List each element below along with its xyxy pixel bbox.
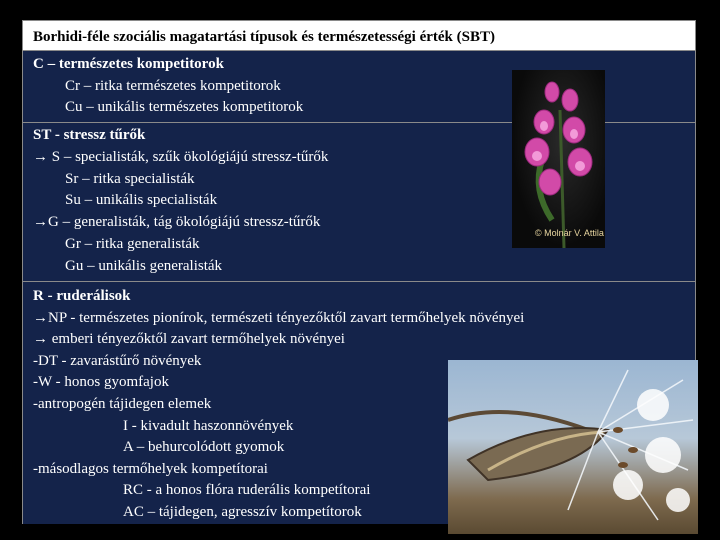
text-line: -DT - zavarástűrő növények bbox=[33, 352, 202, 369]
text-line: Su – unikális specialisták bbox=[65, 192, 218, 209]
milkweed-photo bbox=[448, 360, 698, 534]
text-line: -másodlagos termőhelyek kompetítorai bbox=[33, 460, 268, 477]
text-line: → S – specialisták, szűk ökológiájú stressz-tűrők bbox=[33, 148, 329, 165]
text-line: -antropogén tájidegen elemek bbox=[33, 396, 212, 412]
text-line: →G – generalisták, tág ökológiájú stressz-tűrők bbox=[33, 214, 321, 231]
slide-title: Borhidi-féle szociális magatartási típusok és természetességi érték (SBT) bbox=[33, 29, 495, 45]
text-line: Gr – ritka generalisták bbox=[65, 236, 200, 252]
text-line: Cu – unikális természetes kompetitorok bbox=[65, 99, 304, 115]
photo-credit: © Molnár V. Attila bbox=[535, 228, 604, 238]
text-line: -W - honos gyomfajok bbox=[33, 374, 169, 391]
text-line: AC – tájidegen, agresszív kompetítorok bbox=[123, 504, 362, 520]
text-line: A – behurcolódott gyomok bbox=[123, 439, 285, 456]
text-line: → emberi tényezőktől zavart termőhelyek növényei bbox=[33, 331, 345, 348]
orchid-photo bbox=[512, 70, 605, 248]
text-line: Sr – ritka specialisták bbox=[65, 170, 195, 187]
text-line: Cr – ritka természetes kompetitorok bbox=[65, 77, 281, 94]
title-row bbox=[23, 21, 695, 51]
text-line: Gu – unikális generalisták bbox=[65, 257, 223, 274]
text-line: →NP - természetes pionírok, természeti tényezőktől zavart termőhelyek növényei bbox=[33, 309, 525, 326]
text-line: R - ruderálisok bbox=[33, 288, 131, 304]
text-line: RC - a honos flóra ruderális kompetítorai bbox=[123, 482, 371, 499]
text-line: ST - stressz tűrők bbox=[33, 127, 146, 143]
text-line: C – természetes kompetitorok bbox=[33, 56, 224, 72]
text-line: I - kivadult haszonnövények bbox=[123, 417, 294, 434]
